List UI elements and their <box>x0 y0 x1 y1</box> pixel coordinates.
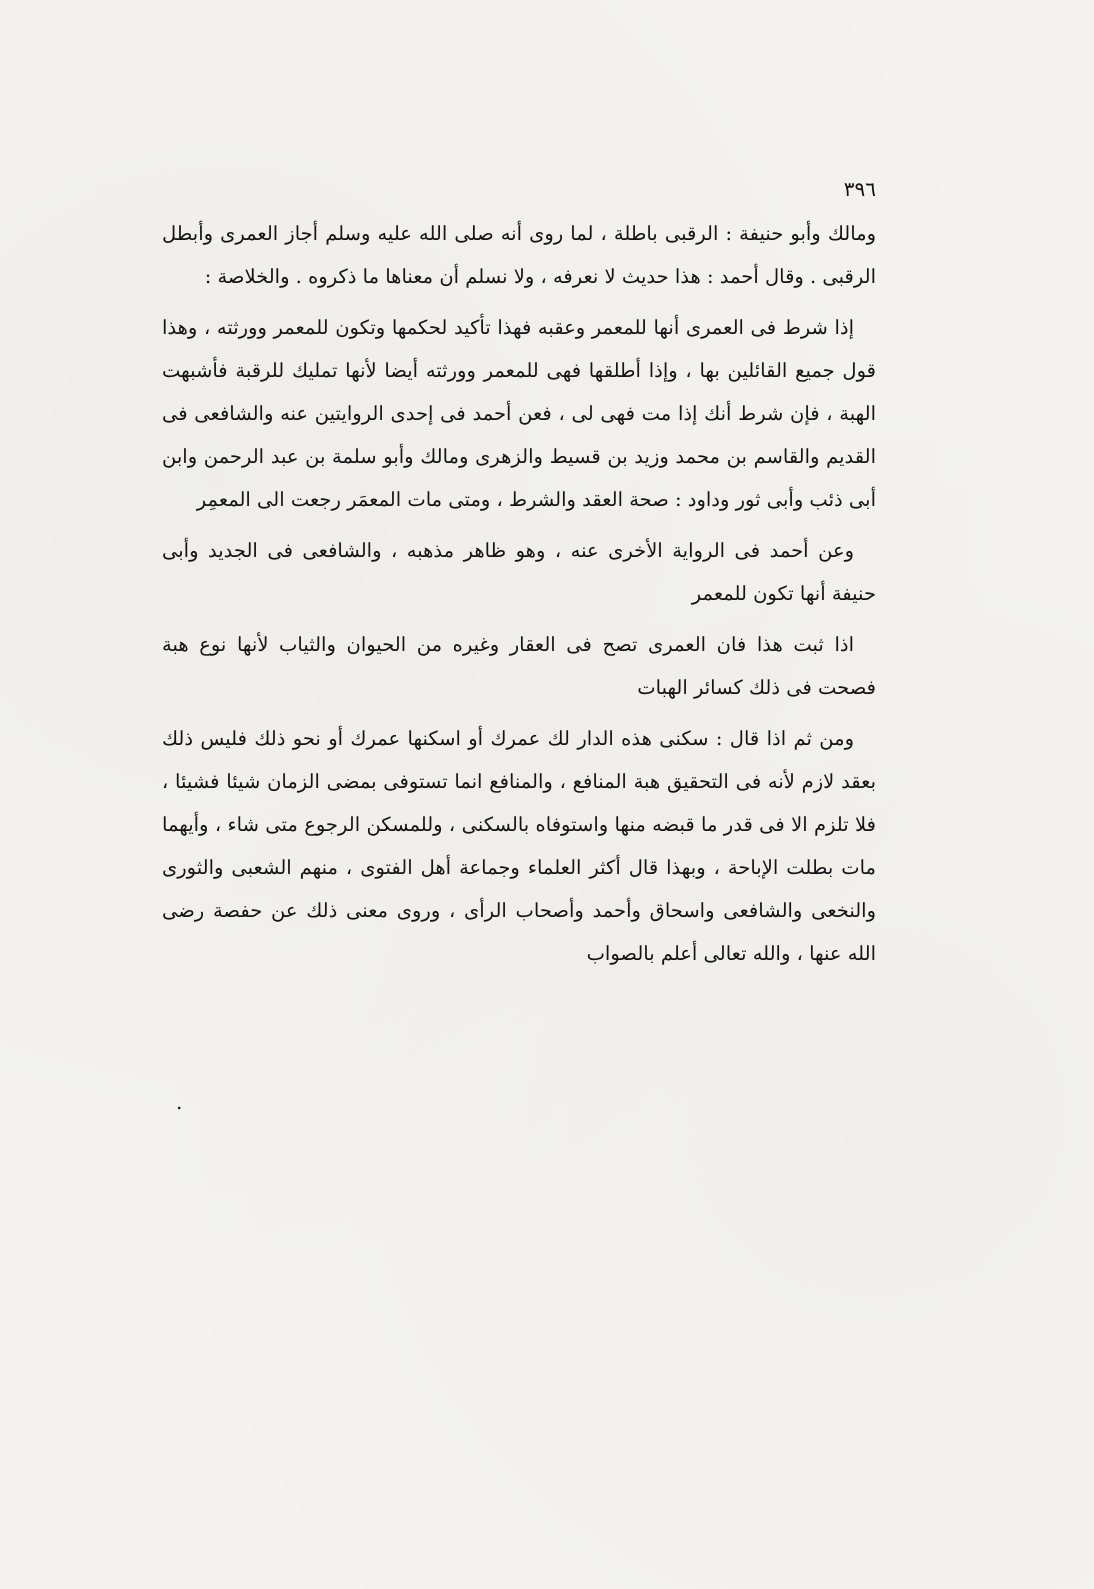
paragraph-1: ومالك وأبو حنيفة : الرقبى باطلة ، لما روى أنه صلى الله عليه وسلم أجاز العمرى وأبطل الرقبى . وقال أحمد : هذا حديث لا نعرفه ، ولا نسلم أن معناها ما ذكروه . والخلاصة : <box>162 222 876 288</box>
paragraph-3: وعن أحمد فى الرواية الأخرى عنه ، وهو ظاهر مذهبه ، والشافعى فى الجديد وأبى حنيفة أنها تكون للمعمر <box>162 539 876 605</box>
end-mark: . <box>176 1090 183 1114</box>
paragraph-2: إذا شرط فى العمرى أنها للمعمر وعقبه فهذا تأكيد لحكمها وتكون للمعمر وورثته ، وهذا قول جميع القائلين بها ، وإذا أطلقها فهى للمعمر وورثته أيضا لأنها تمليك للرقبة فأشبهت الهبة ، فإن شرط أنك إذا مت فهى لى ، فعن أحمد فى إحدى الروايتين عنه والشافعى فى القديم والقاسم بن محمد وزيد بن قسيط والزهرى ومالك وأبو سلمة بن عبد الرحمن وابن أبى ذئب وأبى ثور وداود : صحة العقد والشرط ، ومتى مات المعمَر رجعت الى المعمِر <box>162 316 876 511</box>
paragraph-5: ومن ثم اذا قال : سكنى هذه الدار لك عمرك أو اسكنها عمرك أو نحو ذلك فليس ذلك بعقد لازم لأنه فى التحقيق هبة المنافع ، والمنافع انما تستوفى بمضى الزمان شيئا فشيئا ، فلا تلزم الا فى قدر ما قبضه منها واستوفاه بالسكنى ، وللمسكن الرجوع متى شاء ، وأيهما مات بطلت الإباحة ، وبهذا قال أكثر العلماء وجماعة أهل الفتوى ، منهم الشعبى والثورى والنخعى والشافعى واسحاق وأحمد وأصحاب الرأى ، وروى معنى ذلك عن حفصة رضى الله عنها ، والله تعالى أعلم بالصواب <box>162 727 876 965</box>
page-number: ٣٩٦ <box>843 177 876 201</box>
body-text <box>162 212 876 983</box>
paragraph-4: اذا ثبت هذا فان العمرى تصح فى العقار وغيره من الحيوان والثياب لأنها نوع هبة فصحت فى ذلك كسائر الهبات <box>162 633 876 699</box>
